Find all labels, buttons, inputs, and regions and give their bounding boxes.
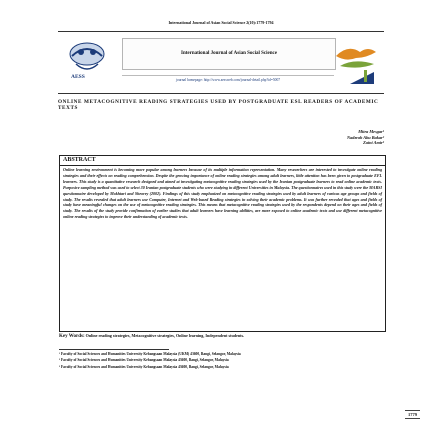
paper-title: ONLINE METACOGNITIVE READING STRATEGIES USED BY POSTGRADUATE ESL READERS OF ACADEMIC TEXTS — [58, 99, 379, 112]
author-name: Mitra Mesgar¹ — [358, 129, 384, 134]
abstract-text: Online learning environment is becoming more popular among learners because of its multiple information representation. Many researchers are interested to investigate online reading strategies and their effects on reading comprehension. Despite the growing importance of online reading strategies among adult learners, little attention has been given to postgraduate EFL learners. This study is a quantitative research designed and aimed at investigating metacognitive reading strategies used by the Iranian postgraduate learners to read online academic texts. Purposive sampling method was used to select 30 Iranian postgraduate students who were studying in different Universities in Malaysia. The questionnaires used in this study were the MARSI questionnaire developed by Mokhtari and Sheorey (2002). Findings of this study emphasized on metacognitive reading strategies used by adult learners of various age groups and fields of study. The results revealed that adult learners use Computer, Internet and Web-based Reading strategies in solving their academic problems. It was further revealed that ages and fields of study have meaningful changes on the use of metacognitive reading strategies. This means that metacognitive reading strategies used by the respondents depend on their ages and fields of study. The results of the study provide confirmation of earlier studies that adult learners have learning abilities, are more exposed to online academic texts and use different metacognitive online reading strategies to improve their understanding of academic texts. — [63, 167, 382, 220]
author-list — [347, 129, 384, 146]
author-name: Nadzrah Abu Bakar² — [347, 134, 384, 140]
keywords-label: Key Words: — [59, 334, 85, 339]
journal-name: International Journal of Asian Social Science — [181, 51, 277, 56]
abstract-box — [59, 155, 386, 332]
abstract-heading: ABSTRACT — [63, 157, 96, 163]
footnote: ² Faculty of Social Sciences and Humanities University Kebangsaan Malaysia 43600, Bangi, Selangor, Malaysia — [59, 358, 229, 363]
journal-homepage-link[interactable]: journal homepage: http://www.aessweb.com/journal-detail.php?id=5007 — [122, 75, 334, 82]
footnote: ³ Faculty of Social Sciences and Humanities University Kebangsaan Malaysia 43600, Bangi, Selangor, Malaysia — [59, 364, 229, 369]
footnotes — [59, 351, 384, 370]
journal-cover-logo-icon — [334, 40, 378, 86]
journal-title-box — [122, 38, 336, 70]
abstract-divider — [60, 165, 385, 166]
footnote: ¹ Faculty of Social Sciences and Humanities University Kebangsaan Malaysia (UKM) 43600, Bangi, Selangor, Malaysia — [59, 352, 241, 356]
publisher-abbreviation: AESS — [71, 74, 85, 80]
footnote-divider — [59, 349, 169, 350]
keywords-text: Online reading strategies, Metacognitive strategies, Online learning, Independent students. — [85, 333, 245, 338]
page-number: 1779 — [405, 410, 420, 419]
journal-masthead — [58, 31, 384, 94]
running-head: International Journal of Asian Social Science 2(10):1779-1794 — [168, 20, 274, 25]
author-name: Zaini Amir³ — [363, 140, 384, 145]
keywords-line — [59, 333, 384, 340]
